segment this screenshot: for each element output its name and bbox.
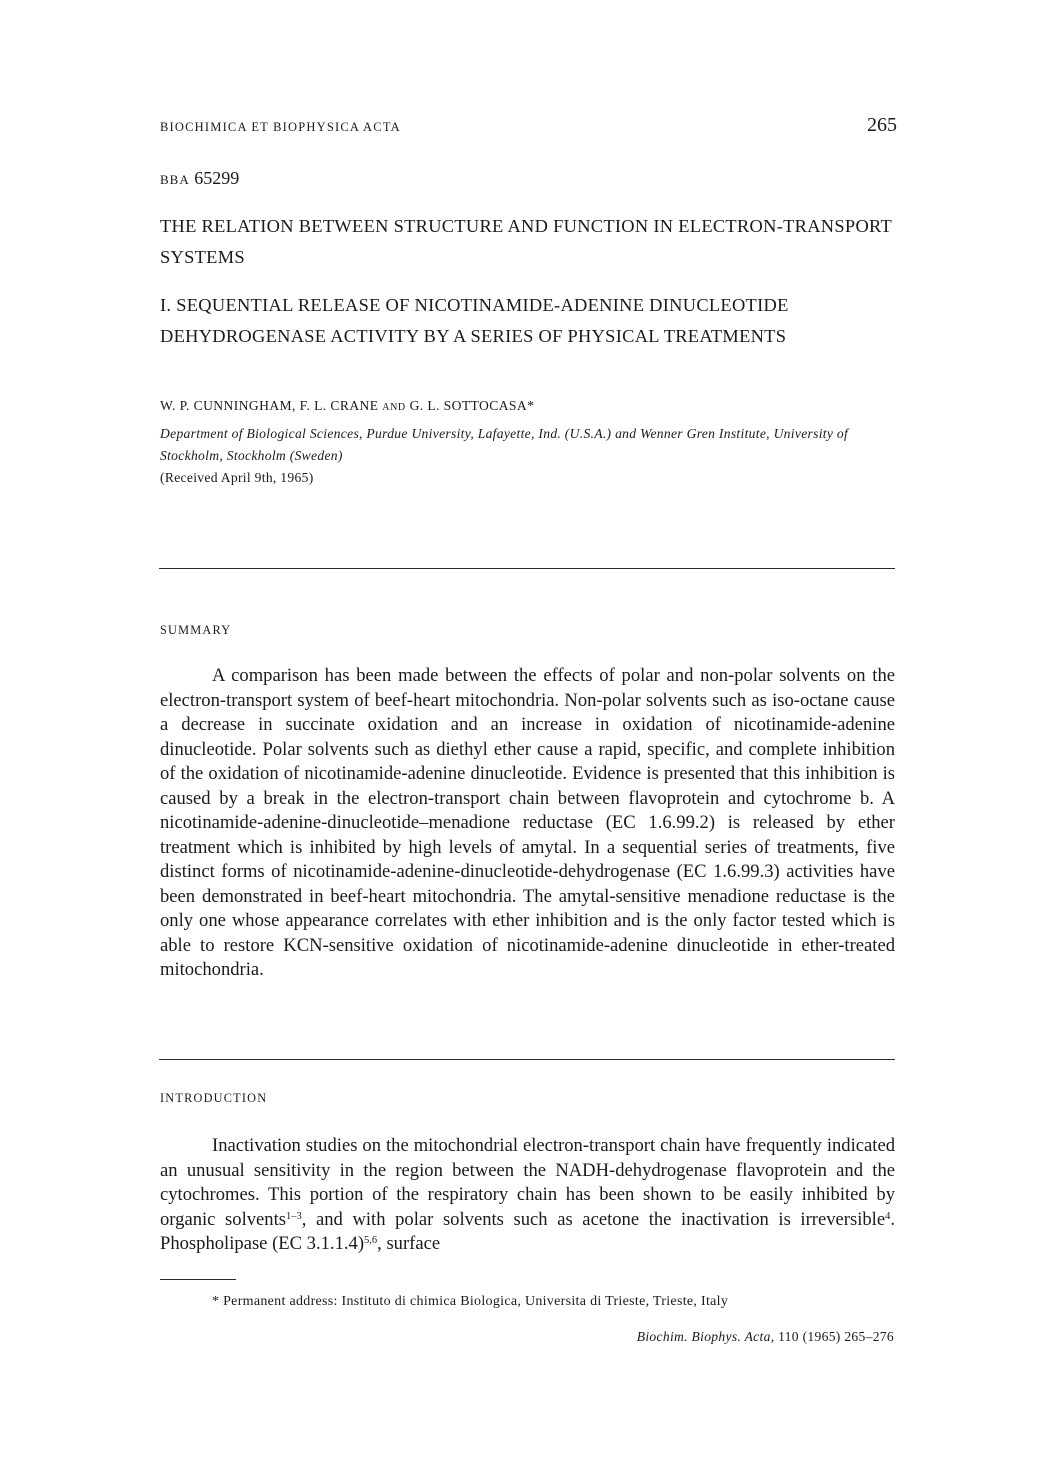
introduction-paragraph <box>160 1134 895 1257</box>
received-date: (Received April 9th, 1965) <box>160 470 314 485</box>
summary-paragraph: A comparison has been made between the effects of polar and non-polar solvents on the electron-transport system of beef-heart mitochondria. Non-polar solvents such as iso-octane cause a decrease in succinate oxidation and an increase in oxidation of nicotinamide-adenine dinucleotide. Polar solvents such as diethyl ether cause a rapid, specific, and complete inhibition of the oxidation of nicotinamide-adenine dinucleotide. Evidence is presented that this inhibition is caused by a break in the electron-transport chain between flavoprotein and cytochrome b. A nicotinamide-adenine-dinucleotide–menadione reductase (EC 1.6.99.2) is released by ether treatment which is inhibited by high levels of amytal. In a sequential series of treatments, five distinct forms of nicotinamide-adenine-dinucleotide-dehydrogenase (EC 1.6.99.3) activities have been demonstrated in beef-heart mitochondria. The amytal-sensitive menadione reductase is the only one whose appearance correlates with ether inhibition and is the only factor tested which is able to restore KCN-sensitive oxidation of nicotinamide-adenine dinucleotide in ether-treated mitochondria. <box>160 665 895 980</box>
footnote-rule <box>160 1279 236 1280</box>
authors-and: AND <box>382 402 406 413</box>
divider-top <box>159 568 895 569</box>
intro-text-1: Inactivation studies on the mitochondrial electron-transport chain have frequently indicated an unusual sensitivity in the region between the NADH-dehydrogenase flavoprotein and the cytochromes. This portion of the respiratory chain has been shown to be easily inhibited by organic solvents <box>160 1135 895 1230</box>
authors-last: G. L. SOTTOCASA* <box>409 398 535 413</box>
summary-heading: SUMMARY <box>160 623 232 637</box>
reference-superscript: 4 <box>885 1210 891 1222</box>
authors <box>160 398 534 414</box>
authors-first: W. P. CUNNINGHAM, F. L. CRANE <box>160 398 379 413</box>
page-number: 265 <box>867 114 897 136</box>
affiliation: Department of Biological Sciences, Purdue University, Lafayette, Ind. (U.S.A.) and Wenner Gren Institute, University of Stockholm, Stockholm (Sweden) <box>160 426 849 463</box>
intro-text-4: , surface <box>377 1233 441 1254</box>
intro-text-2: , and with polar solvents such as acetone the inactivation is irreversible <box>301 1208 886 1230</box>
running-head: BIOCHIMICA ET BIOPHYSICA ACTA <box>160 120 401 134</box>
article-title: THE RELATION BETWEEN STRUCTURE AND FUNCTION IN ELECTRON-TRANSPORT SYSTEMS <box>160 216 892 267</box>
article-code-number: 65299 <box>194 168 240 188</box>
introduction-heading: INTRODUCTION <box>160 1091 268 1105</box>
intro-text-3: . Phospholipase (EC 3.1.1.4) <box>160 1208 896 1254</box>
article-code <box>160 168 239 189</box>
footnote: * Permanent address: Instituto di chimica Biologica, Universita di Trieste, Trieste, Italy <box>212 1294 729 1309</box>
citation-details: 110 (1965) 265–276 <box>778 1329 894 1344</box>
article-code-prefix: BBA <box>160 172 190 187</box>
reference-superscript: 1–3 <box>285 1210 302 1222</box>
article-subtitle: I. SEQUENTIAL RELEASE OF NICOTINAMIDE-ADENINE DINUCLEOTIDE DEHYDROGENASE ACTIVITY BY A SERIES OF PHYSICAL TREATMENTS <box>160 295 789 346</box>
reference-superscript: 5,6 <box>364 1235 378 1246</box>
journal-citation <box>637 1329 894 1345</box>
citation-journal: Biochim. Biophys. Acta, <box>636 1329 775 1344</box>
divider-bottom <box>159 1059 895 1060</box>
